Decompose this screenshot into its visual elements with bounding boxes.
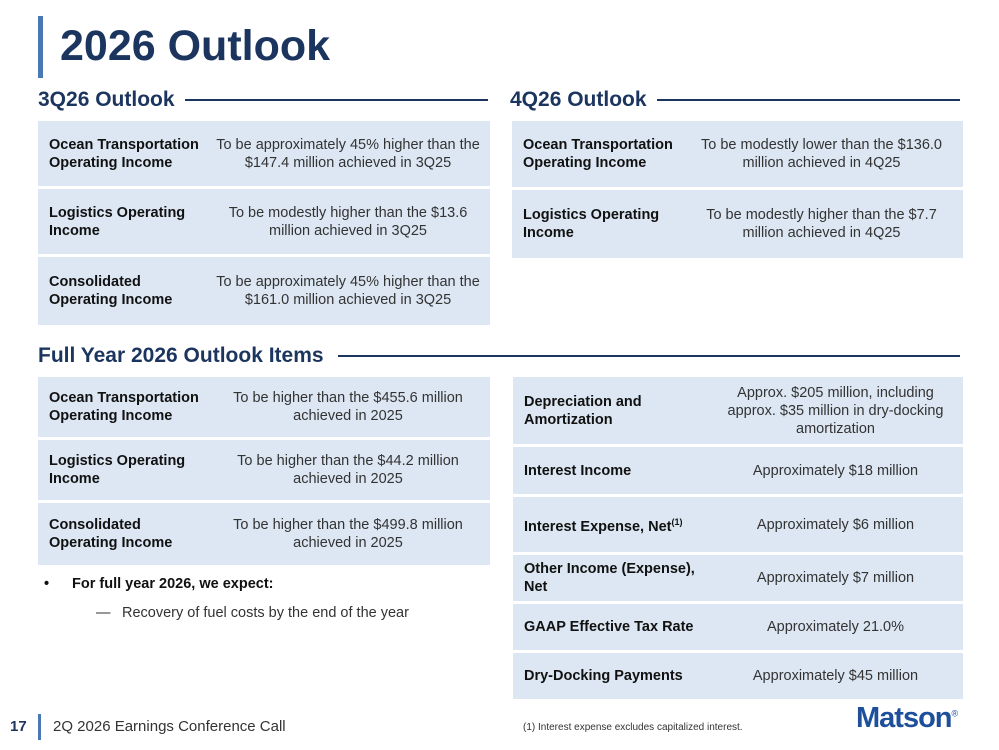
fy-expectation-bullet: [44, 576, 273, 592]
q4-heading-rule: [657, 99, 960, 101]
interest-expense-label-text: Interest Expense, Net: [524, 518, 672, 535]
fy-row-value: Approximately $7 million: [756, 570, 915, 586]
q4-row-value: To be modestly lower than the $136.0 million achieved in 4Q25: [700, 137, 942, 171]
fy-row-label: Ocean Transportation Operating Income: [49, 390, 199, 424]
footer-event-title: 2Q 2026 Earnings Conference Call: [53, 718, 286, 735]
fy-left-table: [38, 377, 490, 565]
fy-row-value: Approximately $18 million: [752, 462, 919, 479]
fy-row-label: Dry-Docking Payments: [524, 668, 683, 684]
q3-row-label: Ocean Transportation Operating Income: [49, 136, 199, 171]
fy-row-depreciation: [513, 377, 963, 444]
matson-logo: [856, 702, 957, 735]
q3-row-logistics: [38, 189, 490, 254]
bullet-dot-icon: •: [44, 576, 50, 592]
fy-row-consolidated: [38, 503, 490, 565]
page-title: 2026 Outlook: [60, 22, 331, 70]
q3-row-label: Consolidated Operating Income: [49, 274, 173, 308]
bullet-text: For full year 2026, we expect:: [72, 576, 274, 592]
fy-row-value: To be higher than the $455.6 million achieved in 2025: [233, 390, 463, 424]
fy-row-value: Approx. $205 million, including approx. $35 million in dry-docking amortization: [727, 384, 944, 437]
q4-row-label: Logistics Operating Income: [523, 207, 660, 241]
fy-row-label: Depreciation and Amortization: [524, 393, 642, 428]
fy-row-value: To be higher than the $499.8 million achieved in 2025: [233, 517, 463, 551]
fy-row-other-income: [513, 555, 963, 601]
q4-row-label: Ocean Transportation Operating Income: [523, 137, 673, 171]
q4-row-ocean: [512, 121, 963, 187]
fy-row-value: Approximately $45 million: [752, 668, 919, 684]
fy-row-logistics: [38, 440, 490, 500]
q3-row-value: To be approximately 45% higher than the $161.0 million achieved in 3Q25: [216, 274, 480, 308]
fy-sub-bullet: [96, 605, 409, 621]
fy-right-table: [513, 377, 963, 699]
q3-row-value: To be approximately 45% higher than the $147.4 million achieved in 3Q25: [216, 136, 480, 171]
q3-row-consolidated: [38, 257, 490, 325]
fy-row-interest-income: [513, 447, 963, 494]
logo-text: Matson: [856, 702, 952, 734]
fy-row-label: Logistics Operating Income: [49, 453, 186, 487]
fy-row-dry-docking: [513, 653, 963, 699]
footnote: (1) Interest expense excludes capitalized interest.: [523, 722, 743, 733]
fy-row-label: Consolidated Operating Income: [49, 517, 173, 551]
q3-section-header: [38, 88, 488, 112]
fy-row-label: [513, 513, 708, 536]
q3-row-value: To be modestly higher than the $13.6 million achieved in 3Q25: [228, 204, 468, 239]
footer-accent-bar: [38, 714, 41, 740]
fy-row-label: Other Income (Expense), Net: [524, 561, 695, 595]
q4-row-logistics: [512, 190, 963, 258]
fy-row-label: Interest Income: [524, 462, 632, 479]
page-number: 17: [10, 718, 27, 735]
q3-row-ocean: [38, 121, 490, 186]
title-accent-bar: [38, 16, 43, 78]
registered-mark: ®: [951, 708, 958, 719]
dash-icon: —: [96, 605, 111, 621]
q3-row-label: Logistics Operating Income: [49, 204, 186, 239]
q3-outlook-table: [38, 121, 490, 325]
fy-row-ocean: [38, 377, 490, 437]
fy-row-value: Approximately $6 million: [756, 516, 915, 533]
fy-section-header: [38, 344, 960, 368]
q4-row-value: To be modestly higher than the $7.7 million achieved in 4Q25: [706, 207, 937, 241]
fy-heading: Full Year 2026 Outlook Items: [38, 344, 324, 367]
q4-section-header: [510, 88, 960, 112]
sub-bullet-text: Recovery of fuel costs by the end of the year: [122, 605, 409, 621]
fy-row-tax-rate: [513, 604, 963, 650]
q4-outlook-table: [512, 121, 963, 258]
fy-heading-rule: [338, 355, 960, 357]
q4-heading: 4Q26 Outlook: [510, 88, 647, 111]
fy-row-value: Approximately 21.0%: [766, 619, 904, 635]
fy-row-label: GAAP Effective Tax Rate: [524, 619, 694, 635]
fy-row-interest-expense: [513, 497, 963, 552]
q3-heading: 3Q26 Outlook: [38, 88, 175, 111]
q3-heading-rule: [185, 99, 488, 101]
footnote-marker: (1): [671, 517, 683, 528]
fy-row-value: To be higher than the $44.2 million achieved in 2025: [237, 453, 459, 487]
